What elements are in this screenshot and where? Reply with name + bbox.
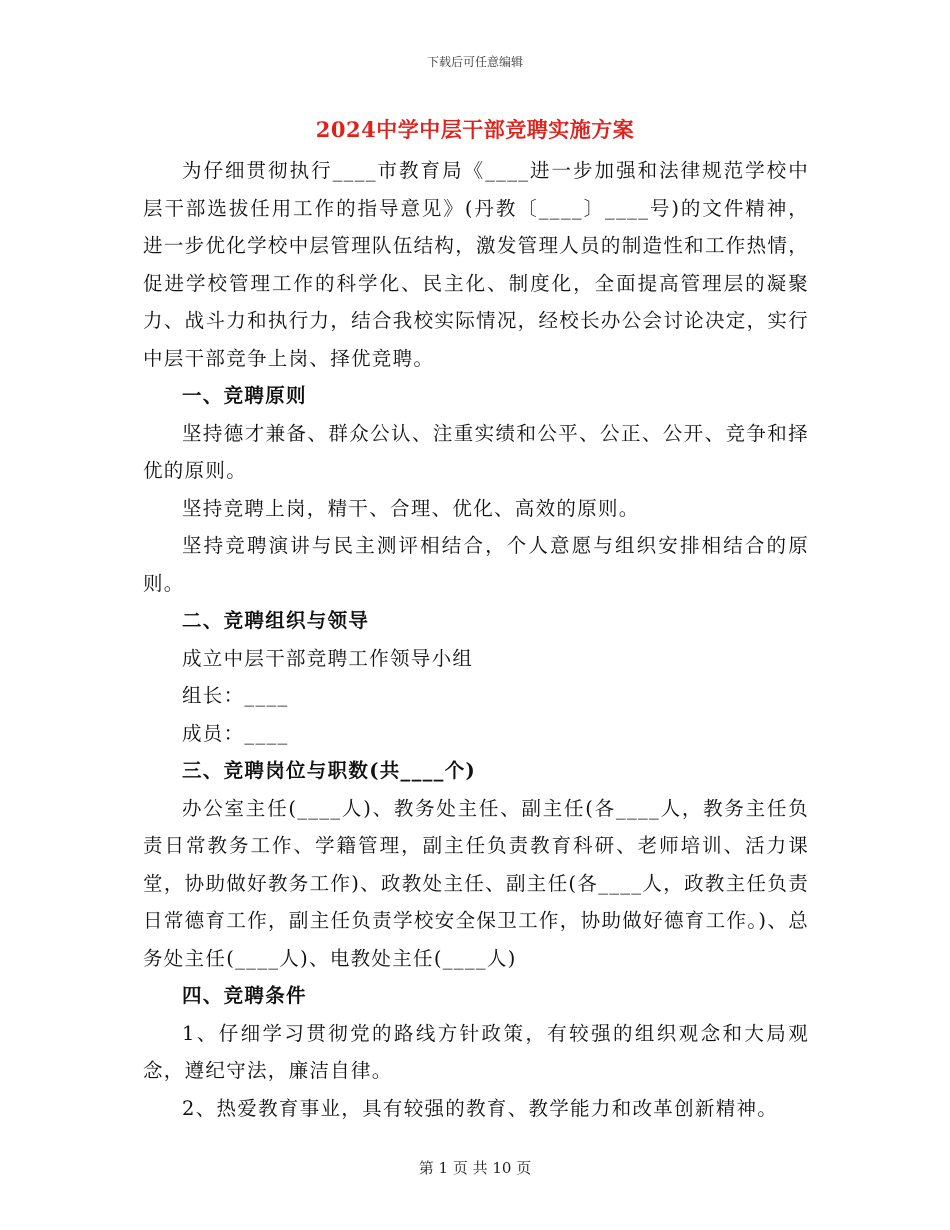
organization-paragraph: 成立中层干部竞聘工作领导小组: [182, 646, 474, 670]
section-heading-principles: 一、竞聘原则: [182, 384, 307, 407]
intro-paragraph: 为仔细贯彻执行____市教育局《____进一步加强和法律规范学校中层干部选拔任用工作的指导意见》(丹教〔____〕____号)的文件精神，进一步优化学校中层管理队伍结构，激发管理人员的制造性和工作热情，促进学校管理工作的科学化、民主化、制度化，全面提高管理层的凝聚力、战斗力和执行力，结合我校实际情况，经校长办公会讨论决定，实行中层干部竞争上岗、择优竞聘。: [143, 159, 809, 370]
condition-item-2: 2、热爱教育事业，具有较强的教育、教学能力和改革创新精神。: [182, 1096, 779, 1120]
principle-paragraph-3: 坚持竞聘演讲与民主测评相结合，个人意愿与组织安排相结合的原则。: [143, 534, 809, 595]
positions-paragraph: 办公室主任(____人)、教务处主任、副主任(各____人，教务主任负责日常教务工作、学籍管理，副主任负责教育科研、老师培训、活力课堂，协助做好教务工作)、政教处主任、副主任(各____人，政教主任负责日常德育工作，副主任负责学校安全保卫工作，协助做好德育工作。)、总务处主任(____人)、电教处主任(____人): [143, 796, 809, 970]
section-heading-conditions: 四、竞聘条件: [182, 984, 307, 1007]
section-heading-organization: 二、竞聘组织与领导: [182, 609, 370, 632]
page-header-note: 下载后可任意编辑: [426, 55, 523, 69]
document-title: 2024中学中层干部竞聘实施方案: [315, 117, 635, 142]
document-body: [143, 152, 809, 1127]
condition-item-1: 1、仔细学习贯彻党的路线方针政策，有较强的组织观念和大局观念，遵纪守法，廉洁自律。: [143, 1021, 809, 1082]
team-members-line: 成员：____: [182, 721, 289, 745]
team-leader-line: 组长：____: [182, 684, 289, 707]
principle-paragraph-1: 坚持德才兼备、群众公认、注重实绩和公平、公正、公开、竞争和择优的原则。: [143, 421, 809, 482]
principle-paragraph-2: 坚持竞聘上岗，精干、合理、优化、高效的原则。: [182, 496, 640, 520]
page-number: 第 1 页 共 10 页: [418, 1159, 532, 1177]
section-heading-positions: 三、竞聘岗位与职数(共____个): [182, 759, 477, 782]
